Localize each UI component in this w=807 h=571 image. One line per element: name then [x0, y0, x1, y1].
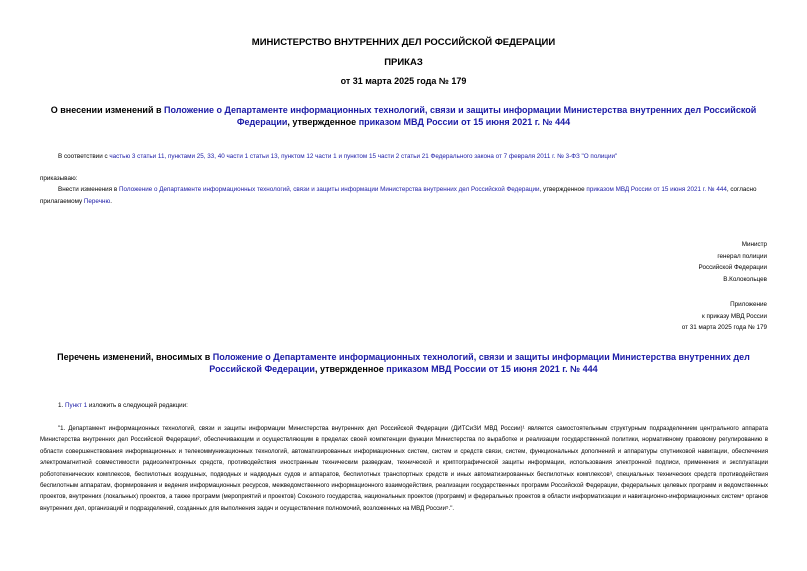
point1-suffix: изложить в следующей редакции:	[87, 402, 188, 409]
list-title	[40, 351, 767, 375]
title-prefix: О внесении изменений в	[50, 105, 165, 115]
appendix-label: Приложение	[730, 301, 767, 308]
list-regulation-link[interactable]: Положение о Департаменте информационных технологий, связи и защиты информации Министерства внутренних дел Российской Федерации	[209, 352, 750, 374]
new-wording-paragraph: "1. Департамент информационных технологий, связи и защиты информации Министерства внутренних дел Российской Федерации (ДИТСиЗИ МВД России)¹ является самостоятельным структурным подразделением центрального аппарата Министерства внутренних дел Российской Федерации², обеспечивающим и осуществляющим в пределах своей компетенции функции Министерства по выработке и реализации государственной политики, нормативному правовому регулированию в области совершенствования информационных и телекоммуникационных технологий, автоматизированных информационных систем, систем и средств связи, систем, функциональных дополнений и аппаратуры спутниковой навигации, обеспечения электромагнитной совместимости радиоэлектронных средств, противодействия иностранным техническим разведкам, технической и криптографической защиты информации, использования электронной подписи, применения и эксплуатации робототехнических комплексов, беспилотных воздушных, подводных и надводных судов и аппаратов, беспилотных транспортных средств и иных автоматизированных беспилотных комплексов³, специальных технических средств противодействия беспилотным аппаратам, формирования и ведения информационных ресурсов, межведомственного информационного взаимодействия, реализации государственных программ Российской Федерации, федеральных целевых программ и ведомственных проектов, внутренних (локальных) проектов, а также программ (мероприятий и проектов) Союзного государства, национальных проектов (программ) и федеральных проектов в области информатизации и навигационно-информационных систем⁴ органов внутренних дел, организаций и подразделений, созданных для выполнения задач и осуществления полномочий, возложенных на МВД России⁵.".	[40, 425, 768, 512]
item1-between: , согласно прилагаемому	[40, 186, 757, 205]
police-law-link[interactable]: частью 3 статьи 11, пунктами 25, 33, 40 части 1 статьи 13, пунктом 12 части 1 и пунктом 15 части 2 статьи 21 Федерального закона от 7 февраля 2011 г. № 3-ФЗ "О полиции"	[109, 153, 618, 160]
signature-country: Российской Федерации	[698, 264, 767, 271]
ordered-word: приказываю:	[40, 175, 78, 182]
point-1	[58, 400, 188, 412]
list-title-prefix: Перечень изменений, вносимых в	[57, 352, 213, 362]
item1-middle: , утвержденное	[539, 186, 587, 193]
list-title-middle: , утвержденное	[314, 364, 387, 374]
signature-block	[699, 239, 767, 285]
ministry-heading: МИНИСТЕРСТВО ВНУТРЕННИХ ДЕЛ РОССИЙСКОЙ ФЕДЕРАЦИИ	[251, 37, 556, 48]
order-date-number: от 31 марта 2025 года № 179	[340, 76, 467, 86]
point1-link[interactable]: Пункт 1	[65, 402, 88, 409]
item1-prefix: Внести изменения в	[58, 186, 119, 193]
item1-end: .	[110, 197, 112, 205]
signature-position: Министр	[741, 241, 767, 248]
document-type: ПРИКАЗ	[384, 57, 423, 68]
title-middle: , утвержденное	[287, 117, 359, 127]
appendix-date-number: от 31 марта 2025 года № 179	[681, 324, 767, 331]
appendix-to-order: к приказу МВД России	[701, 312, 767, 320]
order-title	[40, 104, 767, 128]
legal-basis	[58, 151, 768, 163]
signature-rank: генерал полиции	[717, 252, 767, 260]
list-order-link[interactable]: приказом МВД России от 15 июня 2021 г. № 444	[386, 364, 598, 374]
order-444-link[interactable]: приказом МВД России от 15 июня 2021 г. № 444	[358, 117, 571, 127]
point1-prefix: 1.	[58, 402, 66, 409]
item1-order-link[interactable]: приказом МВД России от 15 июня 2021 г. № 444	[586, 186, 727, 193]
basis-prefix: В соответствии с	[58, 153, 110, 160]
order-item-1	[40, 184, 768, 207]
appendix-block	[682, 299, 767, 334]
item1-regulation-link[interactable]: Положение о Департаменте информационных технологий, связи и защиты информации Министерства внутренних дел Российской Федерации	[118, 186, 540, 193]
list-link[interactable]: Перечню	[83, 197, 111, 205]
signature-name: В.Колокольцев	[723, 275, 767, 283]
regulation-link[interactable]: Положение о Департаменте информационных технологий, связи и защиты информации Министерства внутренних дел Российской Федерации	[164, 105, 757, 127]
